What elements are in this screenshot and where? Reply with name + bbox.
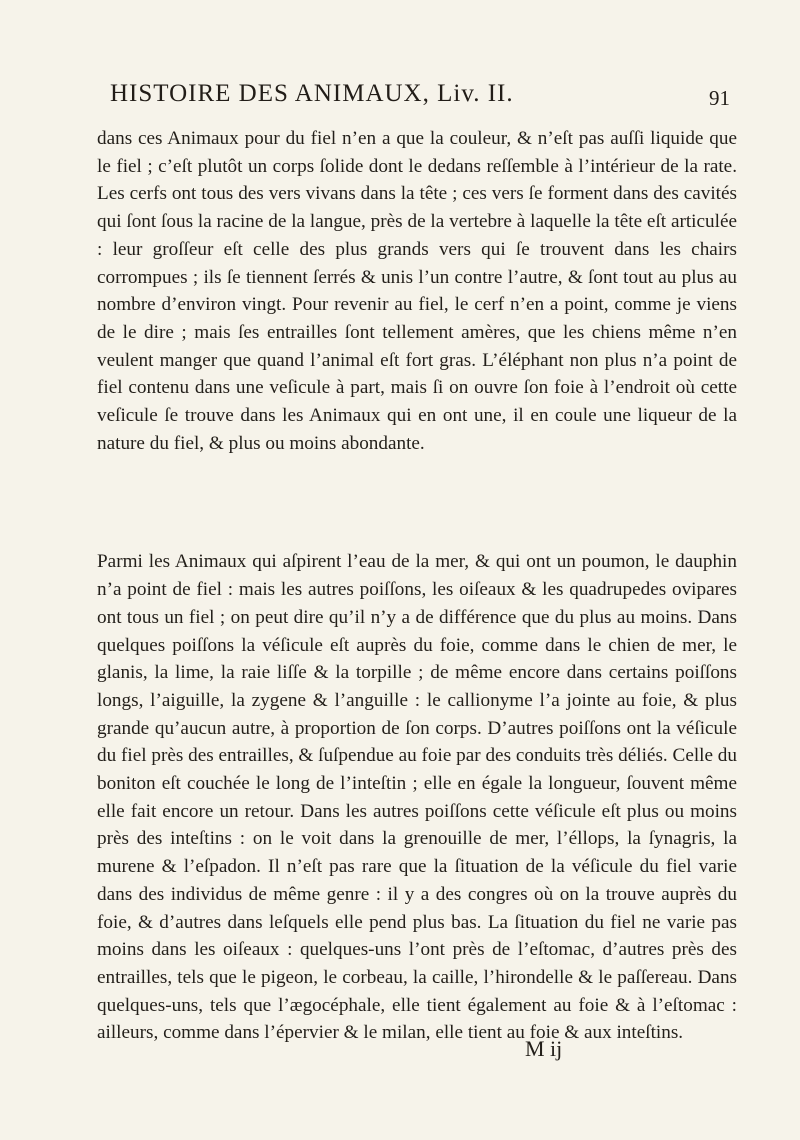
running-title: HISTOIRE DES ANIMAUX, Liv. II.: [110, 80, 514, 107]
body-text: [97, 125, 737, 1047]
page-number: 91: [709, 86, 730, 110]
paragraph: dans ces Animaux pour du fiel n’en a que la couleur, & n’eſt pas auſſi liquide que le fiel ; c’eſt plutôt un corps ſolide dont le dedans reſſemble à l’intérieur de la rate. Les cerfs ont tous des vers vivans dans la tête ; ces vers ſe forment dans des cavités qui ſont ſous la racine de la langue, près de la vertebre à laquelle la tête eſt articulée : leur groſſeur eſt celle des plus grands vers qui ſe trouvent dans les chairs corrompues ; ils ſe tiennent ſerrés & unis l’un contre l’autre, & ſont tout au plus au nombre d’environ vingt. Pour revenir au fiel, le cerf n’en a point, comme je viens de le dire ; mais ſes entrailles ſont tellement amères, que les chiens même n’en veulent manger que quand l’animal eſt fort gras. L’éléphant non plus n’a point de fiel contenu dans une veſicule à part, mais ſi on ouvre ſon foie à l’endroit où cette veſicule ſe trouve dans les Animaux qui en ont une, il en coule une liqueur de la nature du fiel, & plus ou moins abondante.: [97, 128, 737, 454]
paragraph: Parmi les Animaux qui aſpirent l’eau de la mer, & qui ont un poumon, le dauphin n’a point de fiel : mais les autres poiſſons, les oiſeaux & les quadrupedes ovipares ont tous un fiel ; on peut dire qu’il n’y a de différence que du plus au moins. Dans quelques poiſſons la véſicule eſt auprès du foie, comme dans le chien de mer, le glanis, la lime, la raie liſſe & la torpille ; de même encore dans certains poiſſons longs, l’aiguille, la zygene & l’anguille : le callionyme l’a jointe au foie, & plus grande qu’aucun autre, à proportion de ſon corps. D’autres poiſſons ont la véſicule du fiel près des entrailles, & ſuſpendue au foie par des conduits très déliés. Celle du boniton eſt couchée le long de l’inteſtin ; elle en égale la longueur, ſouvent même elle fait encore un retour. Dans les autres poiſſons cette véſicule eſt plus ou moins près des inteſtins : on le voit dans la grenouille de mer, l’éllops, la ſynagris, la murene & l’eſpadon. Il n’eſt pas rare que la ſituation de la véſicule du fiel varie dans des individus de même genre : il y a des congres où on la trouve auprès du foie, & d’autres dans leſquels elle pend plus bas. La ſituation du fiel ne varie pas moins dans les oiſeaux : quelques-uns l’ont près de l’eſtomac, d’autres près des entrailles, tels que le pigeon, le corbeau, la caille, l’hirondelle & le paſſereau. Dans quelques-uns, tels que l’ægocéphale, elle tient également au foie & à l’eſtomac : ailleurs, comme dans l’épervier & le milan, elle tient au foie & aux inteſtins.: [97, 551, 737, 1044]
signature-mark: M ij: [525, 1036, 563, 1061]
running-head: [110, 80, 730, 120]
